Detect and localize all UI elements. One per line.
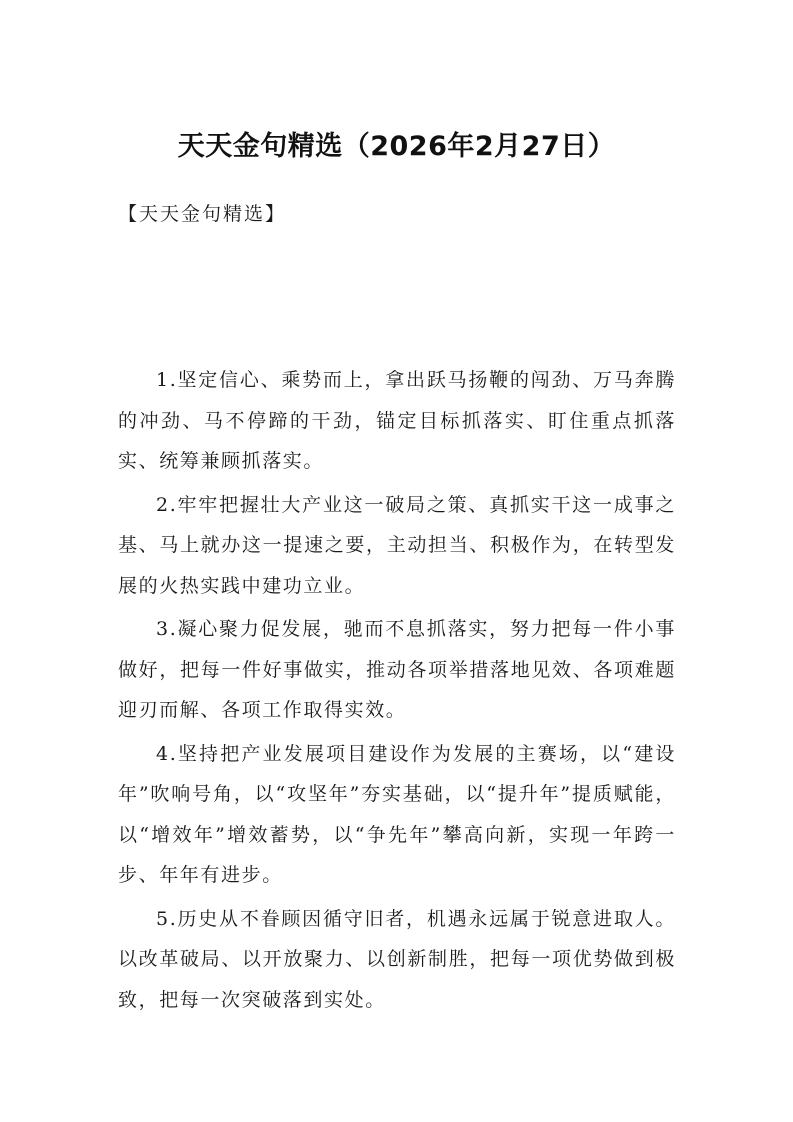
quote-paragraph-2: 2.牢牢把握壮大产业这一破局之策、真抓实干这一成事之基、马上就办这一提速之要，主动担当、积极作为，在转型发展的火热实践中建功立业。 (118, 493, 676, 597)
quote-paragraph-5: 5.历史从不眷顾因循守旧者，机遇永远属于锐意进取人。以改革破局、以开放聚力、以创新制胜，把每一项优势做到极致，把每一次突破落到实处。 (118, 907, 676, 1011)
quote-paragraph-1: 1.坚定信心、乘势而上，拿出跃马扬鞭的闯劲、万马奔腾的冲劲、马不停蹄的干劲，锚定目标抓落实、盯住重点抓落实、统筹兼顾抓落实。 (118, 369, 676, 472)
section-label: 【天天金句精选】 (118, 203, 287, 225)
quote-paragraph-4: 4.坚持把产业发展项目建设作为发展的主赛场，以“建设年”吹响号角，以“攻坚年”夯实基础，以“提升年”提质赋能，以“增效年”增效蓄势，以“争先年”攀高向新，实现一年跨一步、年年有进步。 (118, 742, 676, 886)
quote-paragraph-3: 3.凝心聚力促发展，驰而不息抓落实，努力把每一件小事做好，把每一件好事做实，推动各项举措落地见效、各项难题迎刃而解、各项工作取得实效。 (118, 618, 676, 721)
quote-list (118, 360, 676, 1023)
page-title: 天天金句精选（2026年2月27日） (177, 131, 616, 162)
